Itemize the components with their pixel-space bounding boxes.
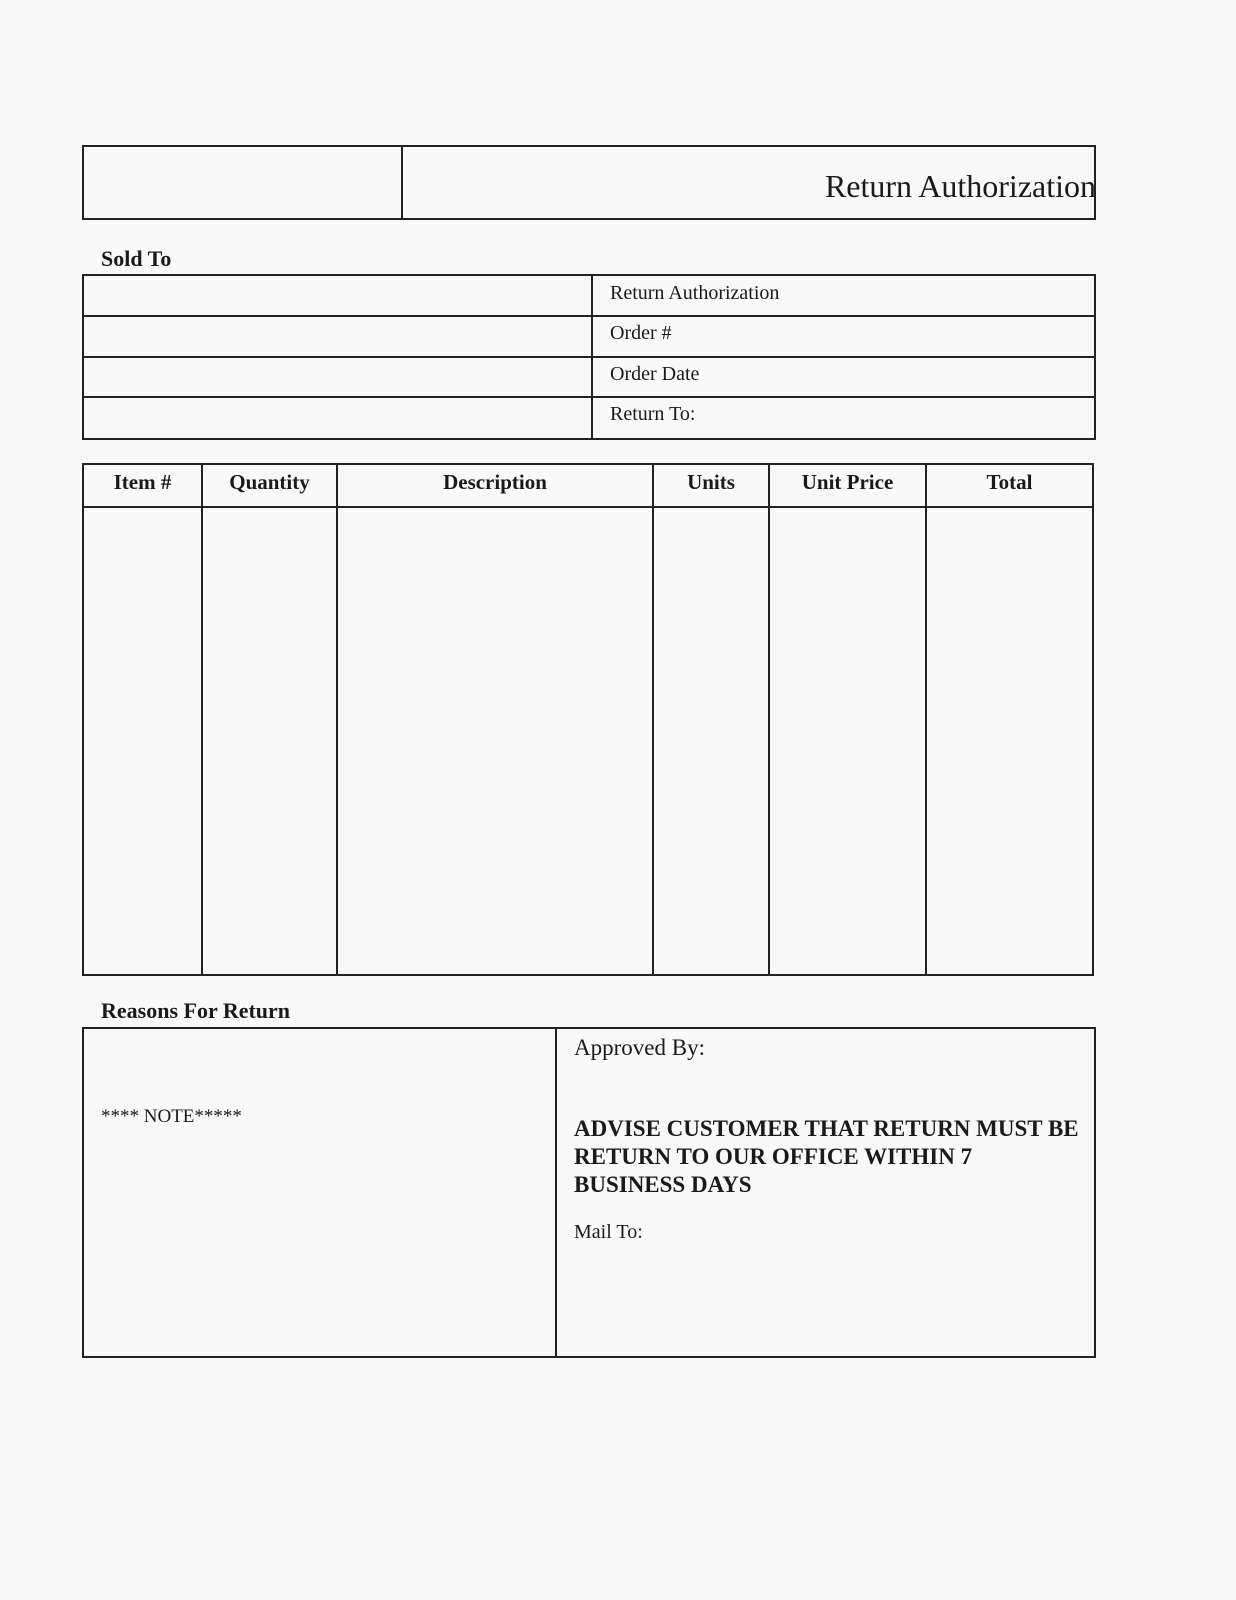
- items-table-column-divider: [201, 463, 203, 976]
- column-header-unit-price: Unit Price: [801, 470, 894, 494]
- reasons-for-return-label: Reasons For Return: [101, 998, 291, 1023]
- sold-to-column-divider: [591, 274, 593, 440]
- column-header-description: Description: [443, 470, 547, 494]
- items-table-column-divider: [925, 463, 927, 976]
- note-text: **** NOTE*****: [101, 1106, 242, 1127]
- items-table-column-divider: [336, 463, 338, 976]
- column-header-total: Total: [986, 470, 1033, 494]
- items-table-column-divider: [652, 463, 654, 976]
- mail-to-label: Mail To:: [574, 1221, 643, 1243]
- items-table-header-divider: [82, 506, 1094, 508]
- sold-to-row-divider: [82, 356, 1096, 358]
- order-number-field-label: Order #: [610, 322, 672, 344]
- column-header-item-number: Item #: [113, 470, 172, 494]
- header-divider: [401, 145, 403, 220]
- reasons-divider: [555, 1027, 557, 1358]
- document-title: Return Authorization: [824, 168, 1096, 204]
- return-authorization-field-label: Return Authorization: [610, 282, 780, 304]
- advisory-notice: ADVISE CUSTOMER THAT RETURN MUST BE RETURN TO OUR OFFICE WITHIN 7 BUSINESS DAYS: [574, 1116, 1079, 1197]
- items-table-column-divider: [768, 463, 770, 976]
- return-to-field-label: Return To:: [610, 403, 696, 425]
- sold-to-row-divider: [82, 315, 1096, 317]
- sold-to-row-divider: [82, 396, 1096, 398]
- approved-by-label: Approved By:: [574, 1035, 705, 1060]
- column-header-units: Units: [687, 470, 735, 494]
- sold-to-label: Sold To: [101, 246, 172, 271]
- column-header-quantity: Quantity: [229, 470, 310, 494]
- order-date-field-label: Order Date: [610, 363, 700, 385]
- items-table: [82, 463, 1094, 976]
